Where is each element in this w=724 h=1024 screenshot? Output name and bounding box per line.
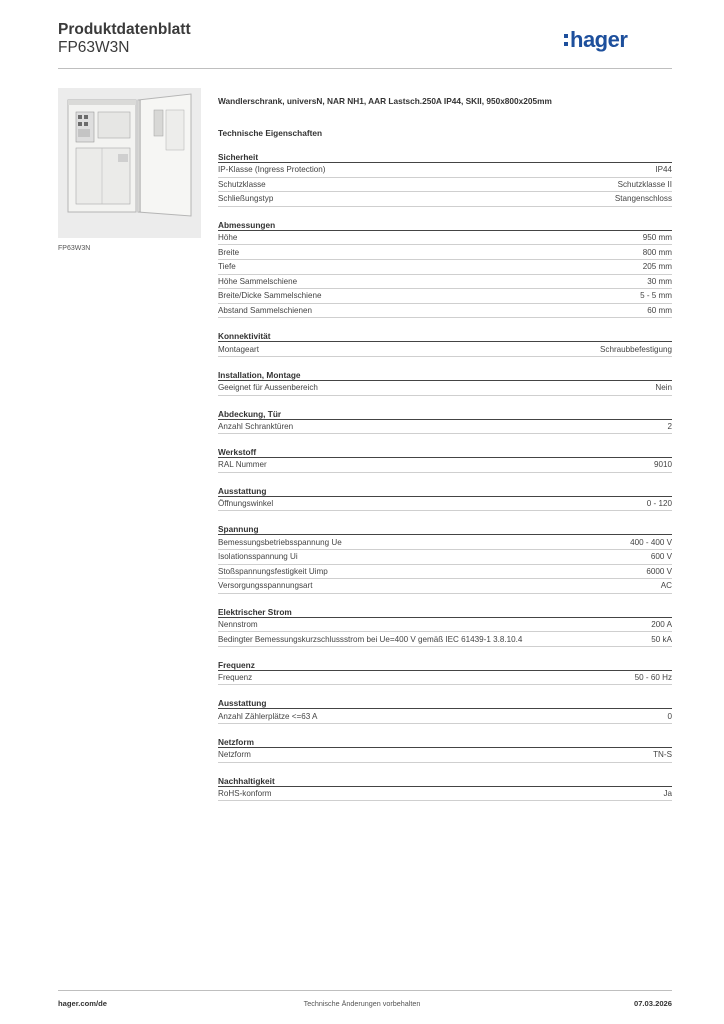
spec-label: Bemessungsbetriebsspannung Ue xyxy=(218,537,342,547)
spec-value: 950 mm xyxy=(642,233,672,243)
spec-label: Anzahl Schranktüren xyxy=(218,421,294,431)
page-title: Produktdatenblatt xyxy=(58,21,191,38)
spec-label: RAL Nummer xyxy=(218,460,267,470)
spec-value: 30 mm xyxy=(647,276,672,286)
section-title: Werkstoff xyxy=(218,446,672,458)
spec-value: 200 A xyxy=(651,619,672,629)
section-title: Sicherheit xyxy=(218,151,672,163)
spec-section xyxy=(218,775,672,802)
spec-row xyxy=(218,497,672,512)
spec-section xyxy=(218,659,672,686)
spec-value: AC xyxy=(660,581,672,591)
spec-row xyxy=(218,709,672,724)
section-title: Ausstattung xyxy=(218,697,672,709)
spec-value: IP44 xyxy=(655,165,672,175)
section-title: Ausstattung xyxy=(218,485,672,497)
spec-row xyxy=(218,231,672,246)
spec-value: 205 mm xyxy=(642,262,672,272)
section-title: Abmessungen xyxy=(218,219,672,231)
product-code: FP63W3N xyxy=(58,39,130,56)
spec-label: Montageart xyxy=(218,344,259,354)
spec-value: TN-S xyxy=(653,750,672,760)
spec-section xyxy=(218,446,672,473)
spec-label: Netzform xyxy=(218,750,251,760)
hager-logo xyxy=(562,26,672,56)
spec-label: Frequenz xyxy=(218,673,253,683)
spec-section xyxy=(218,736,672,763)
spec-label: Breite xyxy=(218,247,240,257)
logo-dot-bottom xyxy=(564,42,568,46)
spec-label: Höhe Sammelschiene xyxy=(218,276,298,286)
spec-section xyxy=(218,369,672,396)
spec-row xyxy=(218,163,672,178)
footer-notice: Technische Änderungen vorbehalten xyxy=(303,999,421,1008)
footer-divider xyxy=(58,990,672,991)
section-title: Konnektivität xyxy=(218,330,672,342)
section-title: Elektrischer Strom xyxy=(218,606,672,618)
spec-row xyxy=(218,289,672,304)
spec-section xyxy=(218,523,672,593)
spec-label: Schließungstyp xyxy=(218,194,274,204)
header-divider xyxy=(58,68,672,69)
spec-row xyxy=(218,618,672,633)
spec-row xyxy=(218,192,672,207)
spec-section xyxy=(218,697,672,724)
section-title: Nachhaltigkeit xyxy=(218,775,672,787)
section-title: Installation, Montage xyxy=(218,369,672,381)
spec-row xyxy=(218,420,672,435)
spec-label: IP-Klasse (Ingress Protection) xyxy=(218,165,326,175)
spec-row xyxy=(218,632,672,647)
spec-section xyxy=(218,330,672,357)
product-description: Wandlerschrank, universN, NAR NH1, AAR Lastsch.250A IP44, SKII, 950x800x205mm xyxy=(218,96,552,106)
spec-label: Höhe xyxy=(218,233,238,243)
spec-label: Nennstrom xyxy=(218,619,258,629)
spec-value: Nein xyxy=(655,383,672,393)
spec-row xyxy=(218,550,672,565)
spec-value: 9010 xyxy=(653,460,672,470)
spec-row xyxy=(218,342,672,357)
spec-section xyxy=(218,485,672,512)
spec-value: Schraubbefestigung xyxy=(600,344,672,354)
spec-value: 2 xyxy=(667,421,672,431)
spec-row xyxy=(218,579,672,594)
spec-row xyxy=(218,671,672,686)
spec-label: RoHS-konform xyxy=(218,788,272,798)
spec-value: 60 mm xyxy=(647,306,672,316)
spec-value: 6000 V xyxy=(646,566,672,576)
spec-row xyxy=(218,275,672,290)
spec-value: Ja xyxy=(663,788,672,798)
spec-value: Stangenschloss xyxy=(614,194,672,204)
spec-label: Abstand Sammelschienen xyxy=(218,306,313,316)
product-image xyxy=(58,88,201,238)
spec-label: Anzahl Zählerplätze <=63 A xyxy=(218,711,318,721)
spec-section xyxy=(218,408,672,435)
spec-value: 0 xyxy=(667,711,672,721)
spec-label: Tiefe xyxy=(218,262,236,272)
image-caption: FP63W3N xyxy=(58,245,91,252)
spec-row xyxy=(218,535,672,550)
spec-value: Schutzklasse II xyxy=(617,179,672,189)
spec-section xyxy=(218,219,672,319)
spec-value: 50 kA xyxy=(651,634,672,644)
spec-row xyxy=(218,748,672,763)
brand-name: hager xyxy=(570,27,628,52)
spec-label: Versorgungsspannungsart xyxy=(218,581,313,591)
spec-value: 5 - 5 mm xyxy=(640,291,672,301)
spec-row xyxy=(218,787,672,802)
spec-section xyxy=(218,606,672,647)
section-title: Netzform xyxy=(218,736,672,748)
logo-dot-top xyxy=(564,34,568,38)
section-title: Frequenz xyxy=(218,659,672,671)
spec-section xyxy=(218,151,672,207)
spec-value: 50 - 60 Hz xyxy=(634,673,672,683)
spec-label: Isolationsspannung Ui xyxy=(218,552,298,562)
spec-label: Stoßspannungsfestigkeit Uimp xyxy=(218,566,328,576)
spec-row xyxy=(218,381,672,396)
spec-row xyxy=(218,260,672,275)
spec-content xyxy=(218,94,672,801)
spec-row xyxy=(218,458,672,473)
spec-label: Geeignet für Aussenbereich xyxy=(218,383,318,393)
spec-value: 600 V xyxy=(650,552,672,562)
spec-label: Öffnungswinkel xyxy=(218,499,274,509)
spec-value: 800 mm xyxy=(642,247,672,257)
spec-row xyxy=(218,178,672,193)
spec-row xyxy=(218,565,672,580)
spec-sections xyxy=(218,151,672,801)
footer-date: 07.03.2026 xyxy=(633,999,672,1008)
spec-row xyxy=(218,304,672,319)
spec-row xyxy=(218,245,672,260)
section-title: Abdeckung, Tür xyxy=(218,408,672,420)
spec-label: Bedingter Bemessungskurzschlussstrom bei Ue=400 V gemäß IEC 61439-1 3.8.10.4 xyxy=(218,634,523,644)
section-title: Spannung xyxy=(218,523,672,535)
specs-heading: Technische Eigenschaften xyxy=(218,128,323,138)
footer-website: hager.com/de xyxy=(58,999,107,1008)
spec-value: 0 - 120 xyxy=(646,499,672,509)
spec-label: Schutzklasse xyxy=(218,179,266,189)
spec-value: 400 - 400 V xyxy=(630,537,672,547)
spec-label: Breite/Dicke Sammelschiene xyxy=(218,291,322,301)
